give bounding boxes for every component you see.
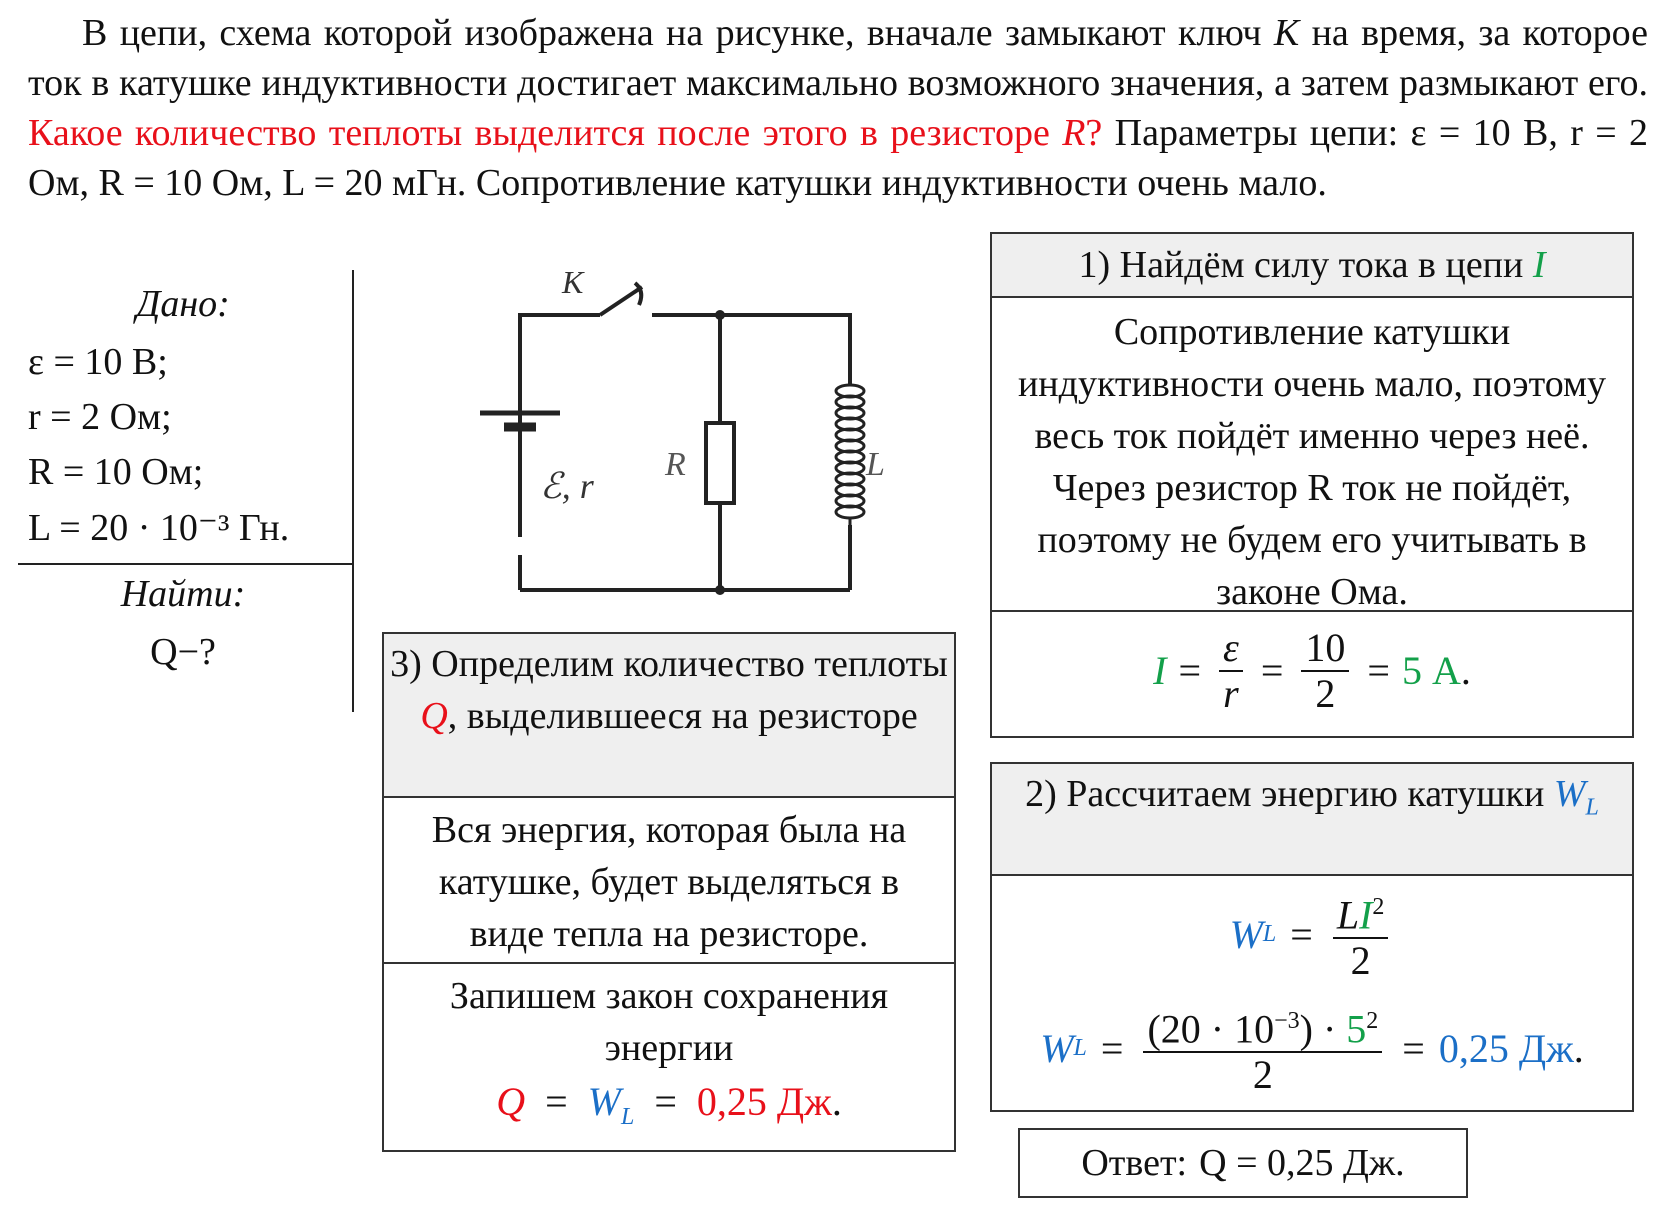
f1-eq2: = xyxy=(1260,648,1284,693)
f3-dot: . xyxy=(831,1079,842,1124)
f2b-frac xyxy=(1143,999,1382,1097)
wire-top-right xyxy=(652,315,850,385)
find-unknown: Q−? xyxy=(150,631,216,673)
f2b-num-b: ) · xyxy=(1299,1006,1337,1052)
f2b-result: 0,25 Дж xyxy=(1438,1025,1574,1071)
step3-explanation: Вся энергия, которая была на катушке, будет выделяться в виде тепла на резисторе. xyxy=(384,798,954,964)
f2a-eq: = xyxy=(1290,911,1313,957)
step1-explanation: Сопротивление катушки индуктивности очень мало, поэтому весь ток пойдёт именно через неё. Через резистор R ток не пойдёт, поэтому не будем его учитывать в законе Ома. xyxy=(992,298,1632,612)
f3-result: 0,25 Дж xyxy=(696,1079,832,1124)
step2-title: 2) Рассчитаем энергию катушки xyxy=(1025,773,1545,815)
f2b-lhs-sub: L xyxy=(1073,1034,1087,1061)
f2b-eq: = xyxy=(1100,1025,1124,1071)
step2-formula-1 xyxy=(992,876,1632,992)
f1-dot: . xyxy=(1460,648,1471,693)
step3-law: Запишем закон сохранения энергии xyxy=(449,975,889,1069)
switch-contact xyxy=(635,283,641,305)
given-title: Дано: xyxy=(136,283,230,325)
f2a-num-I: I xyxy=(1359,892,1373,938)
f2a-num-L: L xyxy=(1336,892,1360,938)
f3-eq2: = xyxy=(654,1079,677,1124)
answer-label: Ответ: xyxy=(1081,1142,1188,1184)
step3-title-a: 3) Определим количество теплоты xyxy=(390,643,948,685)
problem-text-2: на время, за которое ток в катушке индуктивности достигает максимально возможного значения, а затем размыкают его. xyxy=(28,12,1649,104)
inductor-coil xyxy=(836,385,864,525)
step1-header xyxy=(992,234,1632,298)
key-symbol: K xyxy=(1273,12,1300,54)
f2a-lhs-sub: L xyxy=(1262,920,1277,947)
given-r: r = 2 Ом; xyxy=(28,396,172,438)
f1-num2: 10 xyxy=(1301,626,1349,672)
f2a-den: 2 xyxy=(1350,938,1371,984)
params-prefix: Параметры цепи: xyxy=(1114,112,1399,154)
param-r: r = 2 Ом, xyxy=(28,112,1649,204)
f2a-num-sup: 2 xyxy=(1372,893,1385,920)
f1-num1: ε xyxy=(1219,626,1243,672)
resistor-label: R xyxy=(665,446,686,483)
step1-formula xyxy=(992,612,1632,730)
given-divider-horizontal xyxy=(18,563,354,565)
param-L: L = 20 мГн. xyxy=(282,162,467,204)
answer-box xyxy=(1018,1128,1468,1198)
problem-statement xyxy=(28,8,1648,208)
switch-blade xyxy=(600,287,642,315)
f1-den1: r xyxy=(1223,671,1239,716)
f1-den2: 2 xyxy=(1315,671,1336,716)
problem-tail: Сопротивление катушки индуктивности очень мало. xyxy=(475,162,1327,204)
param-R: R = 10 Ом, xyxy=(98,162,273,204)
node-top xyxy=(715,310,725,320)
f3-W-sub: L xyxy=(620,1104,635,1130)
question-symbol: R xyxy=(1062,112,1086,154)
answer-value: Q = 0,25 Дж. xyxy=(1199,1142,1405,1184)
f1-result: 5 А xyxy=(1401,648,1461,693)
resistor xyxy=(706,423,734,503)
inductor-label: L xyxy=(866,446,885,483)
step2-title-symbol: W xyxy=(1553,773,1586,815)
f1-frac1 xyxy=(1219,626,1243,716)
f2a-frac xyxy=(1333,885,1389,983)
f2b-num-sup: −3 xyxy=(1274,1007,1300,1034)
step3-box xyxy=(382,632,956,1152)
f2b-num xyxy=(1143,999,1382,1053)
given-eps: ε = 10 В; xyxy=(28,341,168,383)
node-bottom xyxy=(715,585,725,595)
step3-header xyxy=(384,634,954,798)
step2-title-sub: L xyxy=(1585,794,1599,821)
circuit-diagram xyxy=(470,264,885,610)
f2b-den: 2 xyxy=(1252,1052,1273,1098)
f1-eq1: = xyxy=(1178,648,1202,693)
f3-W: W xyxy=(587,1079,621,1124)
given-L: L = 20 · 10⁻³ Гн. xyxy=(28,507,290,549)
f2b-num-5: 5 xyxy=(1346,1006,1367,1052)
f2b-dot: . xyxy=(1573,1025,1584,1071)
key-label: K xyxy=(562,264,584,300)
param-eps: ε = 10 В, xyxy=(1410,112,1558,154)
f2a-num xyxy=(1333,885,1389,939)
step2-formula-2 xyxy=(992,992,1632,1104)
f1-eq3: = xyxy=(1367,648,1390,693)
find-title: Найти: xyxy=(120,573,246,615)
question-mark: ? xyxy=(1085,112,1103,154)
f2b-lhs: W xyxy=(1040,1025,1074,1071)
source-label: ℰ, r xyxy=(540,466,594,506)
step3-title-b: , выделившееся на резисторе xyxy=(447,695,918,737)
f3-eq: = xyxy=(545,1079,568,1124)
step1-box xyxy=(990,232,1634,738)
f1-frac2 xyxy=(1301,626,1349,716)
step2-header xyxy=(992,764,1632,876)
problem-text: В цепи, схема которой изображена на рисунке, вначале замыкают ключ xyxy=(82,12,1262,54)
step1-title-symbol: I xyxy=(1532,244,1546,286)
step1-title: 1) Найдём силу тока в цепи xyxy=(1078,244,1524,286)
f1-lhs: I xyxy=(1153,648,1167,693)
problem-question: Какое количество теплоты выделится после этого в резисторе xyxy=(28,112,1050,154)
f2b-num-sup2: 2 xyxy=(1366,1007,1379,1034)
given-R: R = 10 Ом; xyxy=(28,451,204,493)
f2b-eq2: = xyxy=(1402,1025,1425,1071)
step3-formula xyxy=(384,1078,954,1131)
step2-box xyxy=(990,762,1634,1112)
step3-title-symbol: Q xyxy=(420,695,448,737)
f2a-lhs: W xyxy=(1229,911,1263,957)
f2b-num-a: (20 · 10 xyxy=(1147,1006,1275,1052)
f3-Q: Q xyxy=(496,1079,526,1124)
given-divider-vertical xyxy=(352,270,354,712)
